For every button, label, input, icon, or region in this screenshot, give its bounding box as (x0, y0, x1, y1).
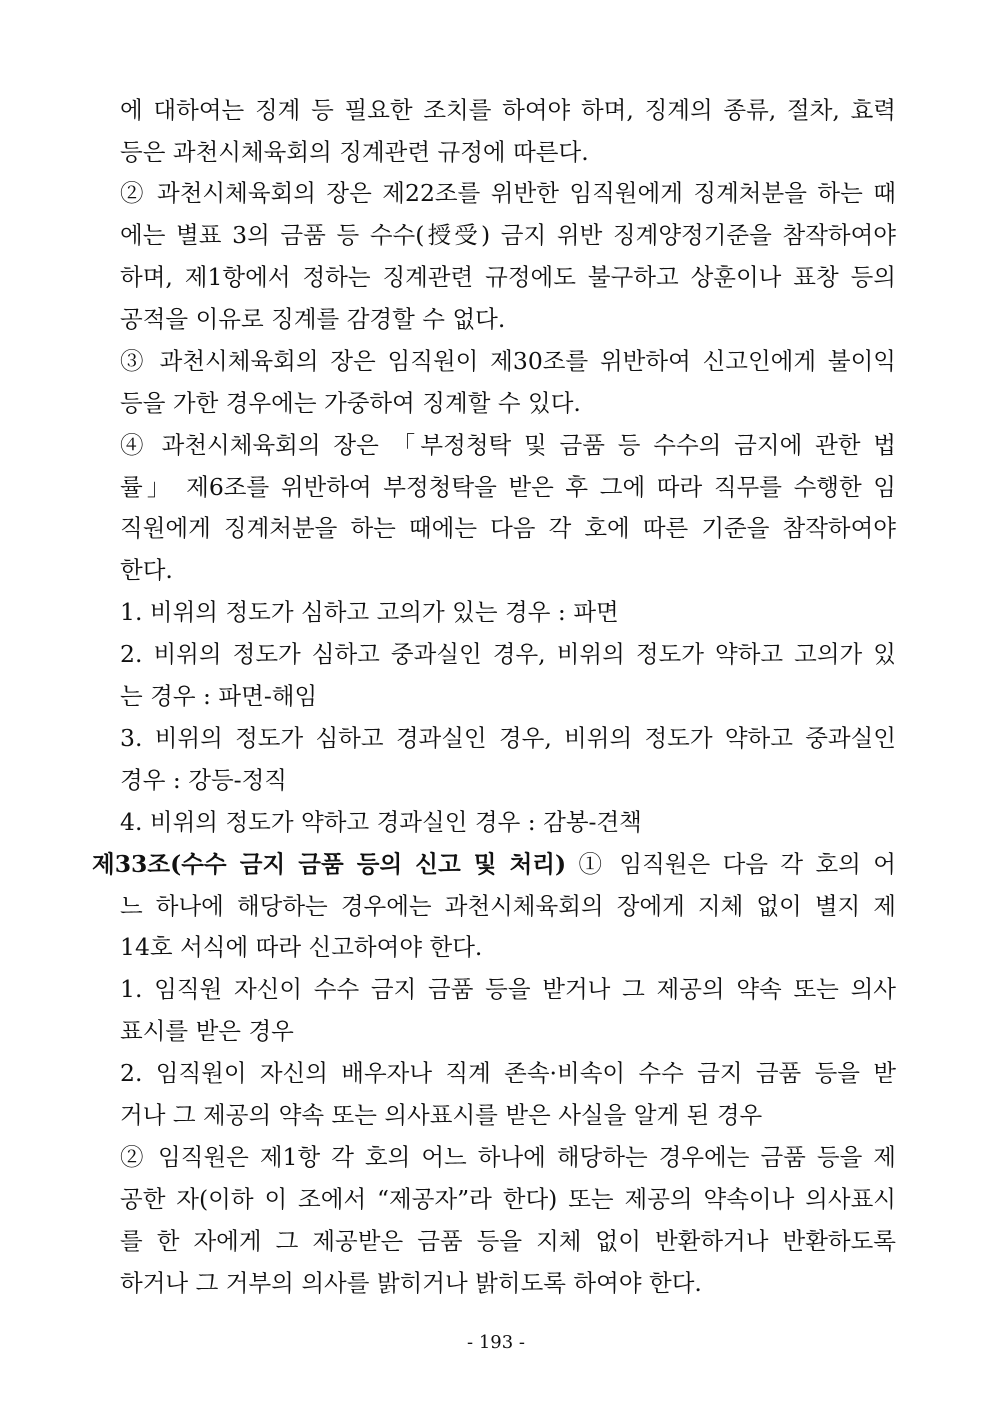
text-line: 공한 자(이하 이 조에서 “제공자”라 한다) 또는 제공의 약속이나 의사표시 (120, 1185, 896, 1213)
list-item: 1. 임직원 자신이 수수 금지 금품 등을 받거나 그 제공의 약속 또는 의사 (120, 975, 896, 1003)
article-first-line: ① 임직원은 다음 각 호의 어 (566, 850, 896, 878)
text-line: 에 대하여는 징계 등 필요한 조치를 하여야 하며, 징계의 종류, 절차, 효력 (120, 96, 896, 124)
page-number: - 193 - (467, 1332, 525, 1353)
text-line: 등은 과천시체육회의 징계관련 규정에 따른다. (120, 138, 589, 166)
text-line: ② 과천시체육회의 장은 제22조를 위반한 임직원에게 징계처분을 하는 때 (120, 179, 896, 207)
text-line: 등을 가한 경우에는 가중하여 징계할 수 있다. (120, 389, 581, 417)
text-line: 공적을 이유로 징계를 감경할 수 없다. (120, 305, 506, 333)
text-line: ③ 과천시체육회의 장은 임직원이 제30조를 위반하여 신고인에게 불이익 (120, 347, 896, 375)
text-line: 느 하나에 해당하는 경우에는 과천시체육회의 장에게 지체 없이 별지 제 (120, 892, 896, 920)
text-line: 직원에게 징계처분을 하는 때에는 다음 각 호에 따른 기준을 참작하여야 (120, 514, 896, 542)
list-item: 2. 임직원이 자신의 배우자나 직계 존속·비속이 수수 금지 금품 등을 받 (120, 1059, 896, 1087)
article-title: 제33조(수수 금지 금품 등의 신고 및 처리) (92, 850, 567, 878)
text-line: 14호 서식에 따라 신고하여야 한다. (120, 933, 483, 961)
list-item: 표시를 받은 경우 (120, 1017, 294, 1045)
text-line: ④ 과천시체육회의 장은 「부정청탁 및 금품 등 수수의 금지에 관한 법 (120, 431, 896, 459)
list-item: 2. 비위의 정도가 심하고 중과실인 경우, 비위의 정도가 약하고 고의가 있 (120, 640, 896, 668)
list-item: 는 경우 : 파면-해임 (120, 682, 318, 710)
text-line: 하며, 제1항에서 정하는 징계관련 규정에도 불구하고 상훈이나 표창 등의 (120, 263, 896, 291)
article-heading (92, 849, 896, 879)
list-item: 거나 그 제공의 약속 또는 의사표시를 받은 사실을 알게 된 경우 (120, 1101, 763, 1129)
text-line: 하거나 그 거부의 의사를 밝히거나 밝히도록 하여야 한다. (120, 1269, 702, 1297)
list-item: 경우 : 강등-정직 (120, 766, 288, 794)
text-line: 한다. (120, 556, 173, 584)
text-line: ② 임직원은 제1항 각 호의 어느 하나에 해당하는 경우에는 금품 등을 제 (120, 1143, 896, 1171)
list-item: 3. 비위의 정도가 심하고 경과실인 경우, 비위의 정도가 약하고 중과실인 (120, 724, 896, 752)
list-item: 4. 비위의 정도가 약하고 경과실인 경우 : 감봉-견책 (120, 808, 642, 836)
text-line: 률」 제6조를 위반하여 부정청탁을 받은 후 그에 따라 직무를 수행한 임 (120, 473, 896, 501)
list-item: 1. 비위의 정도가 심하고 고의가 있는 경우 : 파면 (120, 598, 619, 626)
text-line: 에는 별표 3의 금품 등 수수(授受) 금지 위반 징계양정기준을 참작하여야 (120, 221, 896, 249)
text-line: 를 한 자에게 그 제공받은 금품 등을 지체 없이 반환하거나 반환하도록 (120, 1227, 896, 1255)
